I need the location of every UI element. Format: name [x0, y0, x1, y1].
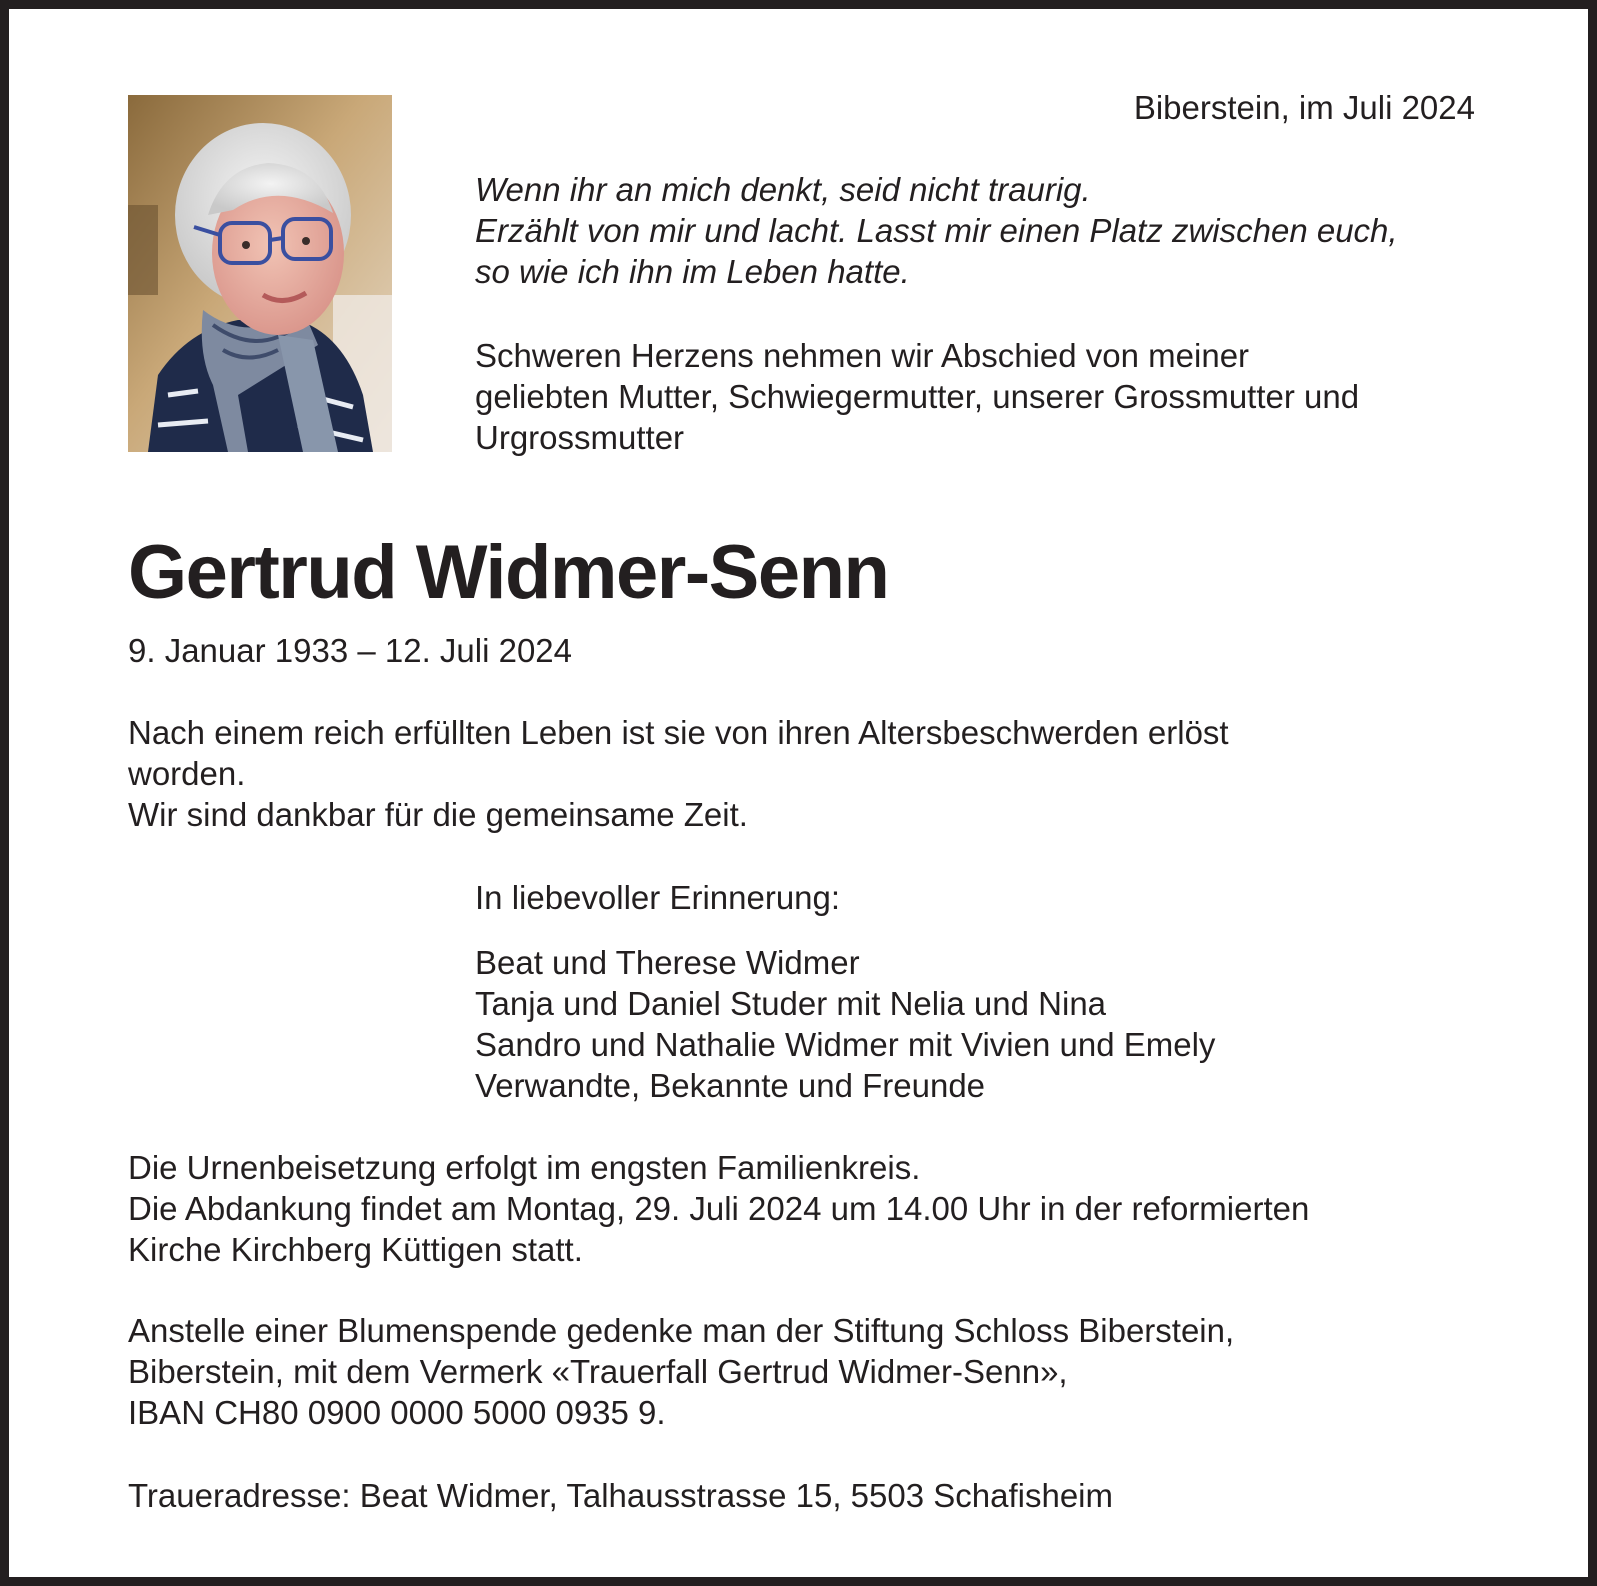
intro-line: geliebten Mutter, Schwiegermutter, unserer Grossmutter und	[475, 378, 1360, 415]
ceremony-line: Die Urnenbeisetzung erfolgt im engsten Familienkreis.	[128, 1149, 921, 1186]
intro-line: Urgrossmutter	[475, 419, 685, 456]
ceremony-line: Die Abdankung findet am Montag, 29. Juli 2024 um 14.00 Uhr in der reformierten	[128, 1190, 1310, 1227]
mourner-line: Verwandte, Bekannte und Freunde	[475, 1067, 986, 1104]
farewell-intro	[475, 335, 1359, 458]
donation-line: IBAN CH80 0900 0000 5000 0935 9.	[128, 1394, 666, 1431]
mourner-line: Tanja und Daniel Studer mit Nelia und Nina	[475, 985, 1107, 1022]
message-line: worden.	[128, 755, 246, 792]
ceremony-info	[128, 1147, 1309, 1270]
memorial-poem	[475, 169, 1398, 292]
poem-line: so wie ich ihn im Leben hatte.	[475, 253, 910, 290]
poem-line: Erzählt von mir und lacht. Lasst mir einen Platz zwischen euch,	[475, 212, 1398, 249]
mourner-line: Beat und Therese Widmer	[475, 944, 860, 981]
portrait-photo	[128, 95, 392, 452]
mourning-address: Traueradresse: Beat Widmer, Talhausstrasse 15, 5503 Schafisheim	[128, 1477, 1113, 1514]
message-line: Wir sind dankbar für die gemeinsame Zeit.	[128, 796, 748, 833]
donation-info	[128, 1310, 1234, 1433]
intro-line: Schweren Herzens nehmen wir Abschied von meiner	[475, 337, 1250, 374]
donation-line: Anstelle einer Blumenspende gedenke man der Stiftung Schloss Biberstein,	[128, 1312, 1235, 1349]
ceremony-line: Kirche Kirchberg Küttigen statt.	[128, 1231, 583, 1268]
place-and-date: Biberstein, im Juli 2024	[1133, 89, 1475, 126]
mourner-line: Sandro und Nathalie Widmer mit Vivien und Emely	[475, 1026, 1216, 1063]
mourners-list	[475, 942, 1215, 1106]
poem-line: Wenn ihr an mich denkt, seid nicht traurig.	[475, 171, 1091, 208]
donation-line: Biberstein, mit dem Vermerk «Trauerfall Gertrud Widmer-Senn»,	[128, 1353, 1068, 1390]
message-line: Nach einem reich erfüllten Leben ist sie von ihren Altersbeschwerden erlöst	[128, 714, 1229, 751]
memorial-message	[128, 712, 1229, 835]
memory-heading: In liebevoller Erinnerung:	[475, 879, 841, 916]
life-dates: 9. Januar 1933 – 12. Juli 2024	[128, 632, 573, 669]
deceased-name: Gertrud Widmer-Senn	[128, 530, 889, 615]
